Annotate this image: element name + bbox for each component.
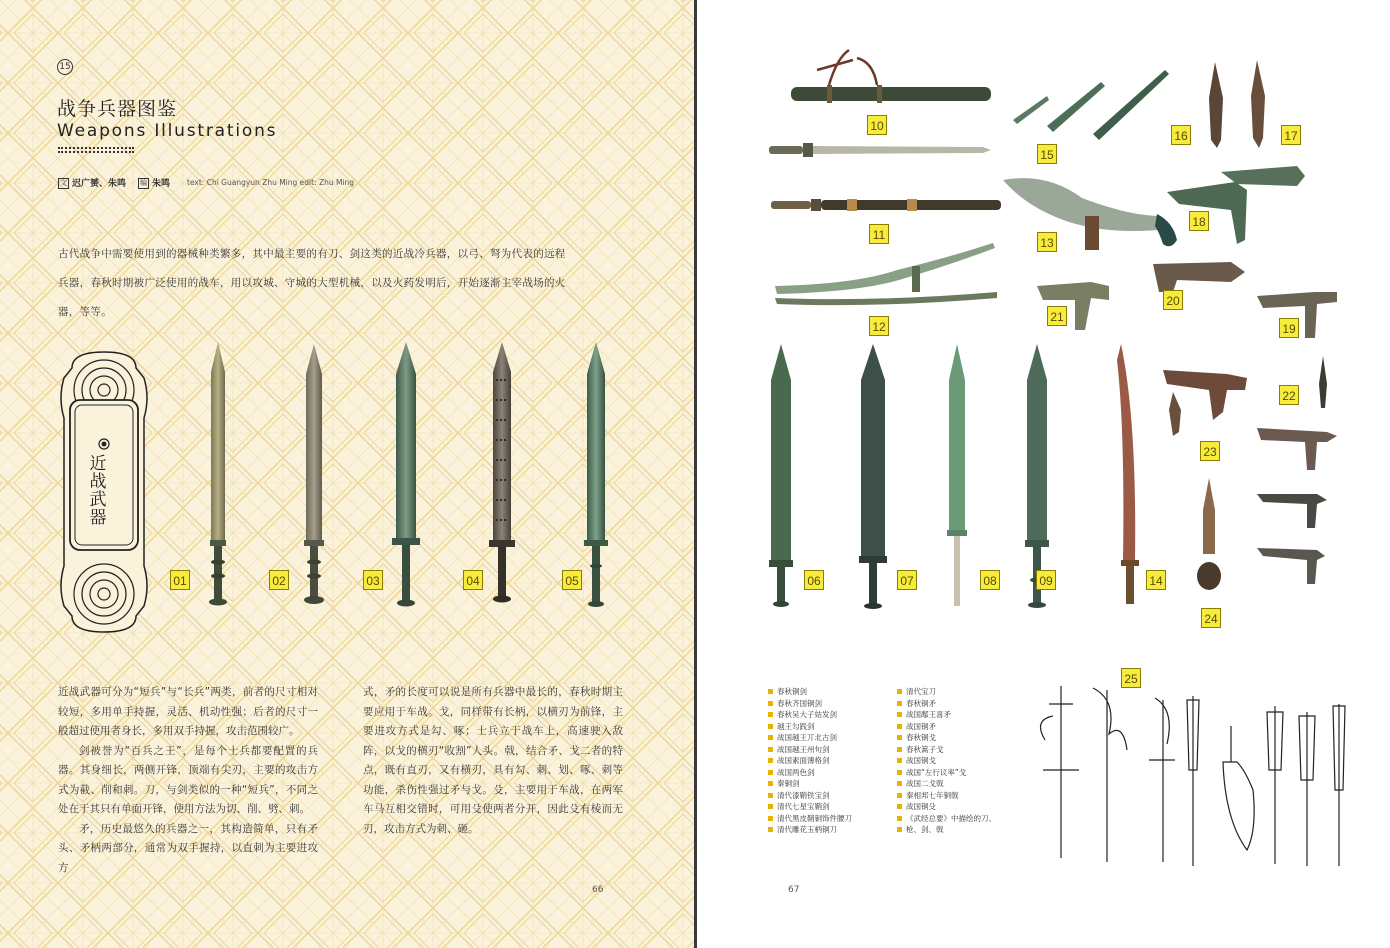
legend-item: 春秋铜戈 [897,732,996,744]
body-column-1 [58,683,318,878]
body-column-2: 式，矛的长度可以说是所有兵器中最长的，春秋时期主要应用于车战。戈，同样带有长柄，以横刃为前锋，主要进攻方式是勾、啄；士兵立于战车上，高速驶入敌阵，以戈的横刃“收割”人头。戟，结合矛、戈二者的特点，既有直刃，又有横刃，具有勾、刺、划、啄、刺等功能，杀伤性强过矛与戈。殳，主要用于车战，在两军车马互相交错时，可用殳使两者分开，因此殳有棱而无刃，攻击方式为刺、砸。 [363,686,623,835]
weapon-22-arrowhead [1319,356,1327,408]
weapon-14-saber [1117,344,1139,604]
label-19: 19 [1279,318,1299,338]
page-title-en: Weapons Illustrations [57,121,278,141]
sword-05 [584,342,608,607]
weapon-sword-a [769,143,991,157]
legend-item: 春秋吴大子姑发剑 [768,709,852,721]
credit-text-names: 迟广赟、朱鸣 [72,179,127,189]
label-09: 09 [1036,570,1056,590]
label-10: 10 [867,115,887,135]
body-paragraph-2: 剑被誉为“百兵之王”，是每个士兵都要配置的兵器。其身细长，两侧开锋，顶端有尖刃，主要的攻击方式为截、削和刺。刀，与剑类似的一种“短兵”，不同之处在于其只有单面开锋，使用方法为切、削、劈、刺。 [58,744,318,815]
weapon-08-sword [947,344,967,606]
label-23: 23 [1200,441,1220,461]
right-page [697,0,1390,948]
label-01: 01 [170,570,190,590]
body-paragraph-3: 矛，历史最悠久的兵器之一，其构造简单，只有矛头、矛柄两部分，通常为双手握持，以直刺为主要进攻方 [58,822,318,874]
legend-item: 秦铜剑 [768,778,852,790]
sword-01 [209,342,227,606]
legend-item: 战国越王州句剑 [768,744,852,756]
weapon-11-sheathed-sword [771,199,1001,211]
sword-03 [392,342,420,607]
credit-english: text: Chi Guangyun Zhu Ming edit: Zhu Ming [187,178,355,187]
label-20: 20 [1163,290,1183,310]
weapon-15-spearheads [1013,70,1169,140]
label-21: 21 [1047,306,1067,326]
credit-text [58,176,126,189]
credit-text-tag: 文 [60,179,67,187]
legend-item: 春秋篙子戈 [897,744,996,756]
credit-edit-names: 朱鸣 [152,179,171,189]
label-08: 08 [980,570,1000,590]
label-05: 05 [562,570,582,590]
legend-item: 战国“左行议率”戈 [897,767,996,779]
legend-item: 春秋铜剑 [768,686,852,698]
label-15: 15 [1037,144,1057,164]
weapon-ge-series [1257,428,1337,584]
weapon-13-broadsword [1003,178,1177,250]
legend-item: 战国两色剑 [768,767,852,779]
body-paragraph-1: 近战武器可分为“短兵”与“长兵”两类，前者的尺寸相对较短，多用单手持握，灵活、机动性强；后者的尺寸一般超过使用者身长，多用双手持握，攻击范围较广。 [58,686,318,737]
weapon-16-spearhead [1209,62,1223,148]
weapon-18-ge [1167,166,1305,244]
legend-item: 《武经总要》中描绘的刀、 [897,813,996,825]
label-04: 04 [463,570,483,590]
label-18: 18 [1189,211,1209,231]
weapon-12-curved-sword [775,243,997,305]
legend-column-1 [768,686,852,836]
sword-02 [304,344,324,604]
legend-item: 清代宝刀 [897,686,996,698]
label-22: 22 [1279,385,1299,405]
weapon-20-ge [1153,262,1245,292]
weapon-23-ge [1163,370,1247,436]
vertical-label-melee: 近战武器 [89,454,107,528]
legend-item: 春秋铜矛 [897,698,996,710]
legend-item-continued: 枪、剑、戟 [897,824,996,836]
weapon-10-scabbard [791,50,991,103]
page-number-right: 67 [788,885,800,895]
legend-item: 秦相邦七年铜戟 [897,790,996,802]
label-14: 14 [1146,570,1166,590]
weapon-09-sword [1025,344,1049,608]
legend-item: 战国越王丌北古剑 [768,732,852,744]
weapon-17-spearhead [1251,60,1265,148]
label-17: 17 [1281,125,1301,145]
legend-item: 战国鄅王喜矛 [897,709,996,721]
intro-paragraph: 古代战争中需要使用到的器械种类繁多，其中最主要的有刀、剑这类的近战冷兵器，以弓、弩为代表的远程兵器，春秋时期被广泛使用的战车，用以攻城、守城的大型机械，以及火药发明后，开始逐渐主宰战场的火器，等等。 [58,248,566,318]
label-13: 13 [1037,232,1057,252]
weapon-07-sword [859,344,887,609]
legend-item: 战国铜矛 [897,721,996,733]
page-number-left: 66 [592,885,604,895]
legend-item: 战国铜戈 [897,755,996,767]
legend-item: 战国二戈戟 [897,778,996,790]
credit-edit [138,176,170,189]
left-page [0,0,694,948]
label-24: 24 [1201,608,1221,628]
credit-edit-tag: 编 [140,179,147,187]
legend-item: 春秋齐国铜剑 [768,698,852,710]
label-07: 07 [897,570,917,590]
sword-04 [489,342,515,603]
legend-item: 战国素面薄格剑 [768,755,852,767]
label-12: 12 [869,316,889,336]
label-02: 02 [269,570,289,590]
label-06: 06 [804,570,824,590]
legend-column-2 [897,686,996,836]
legend-item: 战国铜殳 [897,801,996,813]
label-11: 11 [869,224,889,244]
section-number-badge: 15 [57,59,73,75]
label-03: 03 [363,570,383,590]
legend-item: 清代七星宝鞘剑 [768,801,852,813]
weapon-06-sword [769,344,793,607]
legend-item: 清代黑皮鞘铜饰件腰刀 [768,813,852,825]
page-title-cn: 战争兵器图鉴 [57,98,178,120]
legend-item: 清代雕花玉柄铜刀 [768,824,852,836]
label-16: 16 [1171,125,1191,145]
legend-item: 越王勾践剑 [768,721,852,733]
weapon-24-dagger [1197,478,1221,590]
legend-item: 清代漆鞘铁宝剑 [768,790,852,802]
weapon-25-line-drawings [1041,686,1346,866]
decorative-dots-divider [58,147,134,153]
label-25: 25 [1121,668,1141,688]
